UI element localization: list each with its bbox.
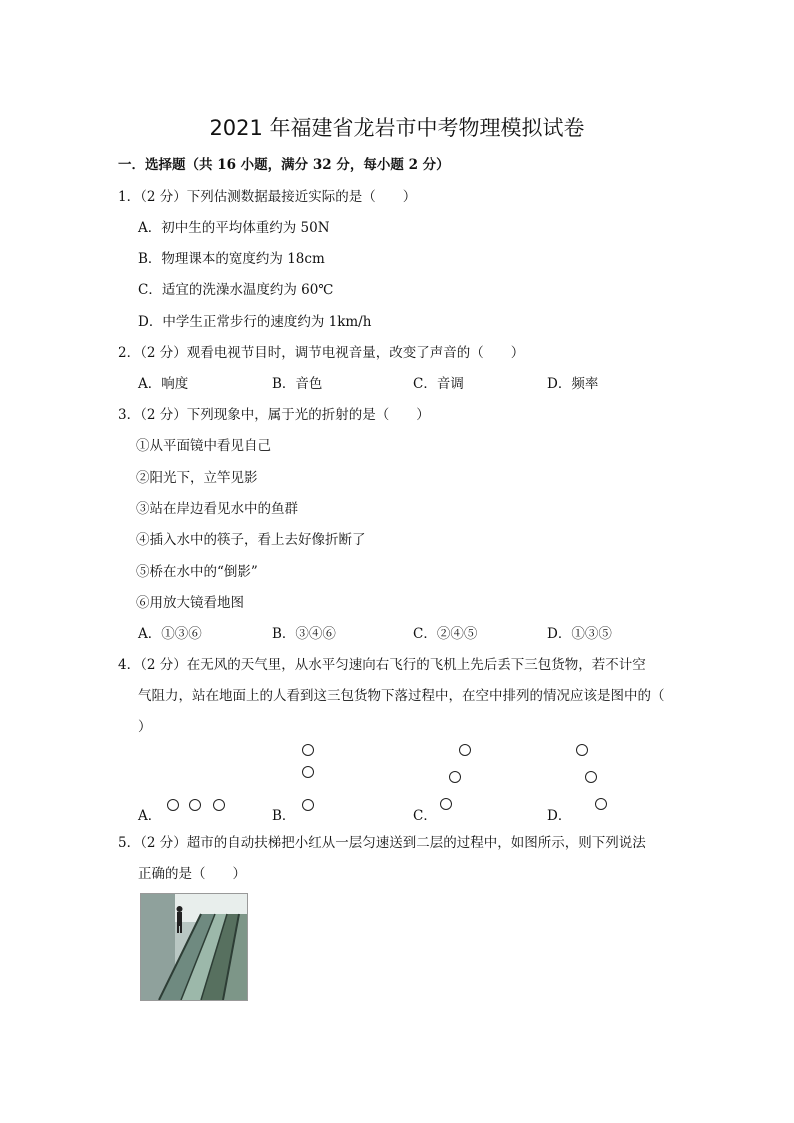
q5-line-2: 正确的是（ ） xyxy=(138,866,246,882)
cargo-circle xyxy=(189,799,201,811)
q4-option-b: B． xyxy=(272,808,296,824)
q4-line-3: ） xyxy=(138,719,152,735)
section-heading: 一．选择题（共 16 小题，满分 32 分，每小题 2 分） xyxy=(118,157,450,173)
q4-option-d: D． xyxy=(547,808,572,824)
cargo-circle xyxy=(167,799,179,811)
q4-line-2: 气阻力，站在地面上的人看到这三包货物下落过程中，在空中排列的情况应该是图中的（ xyxy=(138,688,665,704)
q2-option-c: C．音调 xyxy=(413,376,464,392)
cargo-circle xyxy=(449,771,461,783)
q4-option-a: A． xyxy=(138,808,162,824)
q3-item-2: ②阳光下，立竿见影 xyxy=(136,470,258,486)
q4-option-c: C． xyxy=(413,808,437,824)
cargo-circle xyxy=(585,771,597,783)
q5-line-1: 5．（2 分）超市的自动扶梯把小红从一层匀速送到二层的过程中，如图所示，则下列说法 xyxy=(118,835,646,851)
cargo-circle xyxy=(302,766,314,778)
cargo-circle xyxy=(576,744,588,756)
q1-stem: 1．（2 分）下列估测数据最接近实际的是（ ） xyxy=(118,189,417,205)
q3-option-d: D．①③⑤ xyxy=(547,626,612,642)
q1-option-c: C．适宜的洗澡水温度约为 60℃ xyxy=(138,282,334,298)
q3-option-b: B．③④⑥ xyxy=(272,626,336,642)
q3-option-a: A．①③⑥ xyxy=(138,626,202,642)
q3-item-5: ⑤桥在水中的“倒影” xyxy=(136,564,258,580)
q3-item-4: ④插入水中的筷子，看上去好像折断了 xyxy=(136,532,366,548)
q2-option-b: B．音色 xyxy=(272,376,323,392)
page-title: 2021 年福建省龙岩市中考物理模拟试卷 xyxy=(209,116,585,140)
q3-option-c: C．②④⑤ xyxy=(413,626,478,642)
escalator-photo xyxy=(140,893,248,1001)
q3-item-1: ①从平面镜中看见自己 xyxy=(136,438,271,454)
cargo-circle xyxy=(302,799,314,811)
q1-option-b: B．物理课本的宽度约为 18cm xyxy=(138,251,325,267)
cargo-circle xyxy=(459,744,471,756)
cargo-circle xyxy=(595,798,607,810)
q3-item-3: ③站在岸边看见水中的鱼群 xyxy=(136,501,298,517)
q1-option-a: A．初中生的平均体重约为 50N xyxy=(138,220,330,236)
cargo-circle xyxy=(213,799,225,811)
q3-item-6: ⑥用放大镜看地图 xyxy=(136,595,244,611)
cargo-circle xyxy=(302,744,314,756)
q3-stem: 3．（2 分）下列现象中，属于光的折射的是（ ） xyxy=(118,407,430,423)
q2-option-d: D．频率 xyxy=(547,376,599,392)
q2-stem: 2．（2 分）观看电视节目时，调节电视音量，改变了声音的（ ） xyxy=(118,345,525,361)
q1-option-d: D．中学生正常步行的速度约为 1km/h xyxy=(138,314,372,330)
cargo-circle xyxy=(440,798,452,810)
q4-line-1: 4．（2 分）在无风的天气里，从水平匀速向右飞行的飞机上先后丢下三包货物，若不计空 xyxy=(118,657,646,673)
q2-option-a: A．响度 xyxy=(138,376,189,392)
